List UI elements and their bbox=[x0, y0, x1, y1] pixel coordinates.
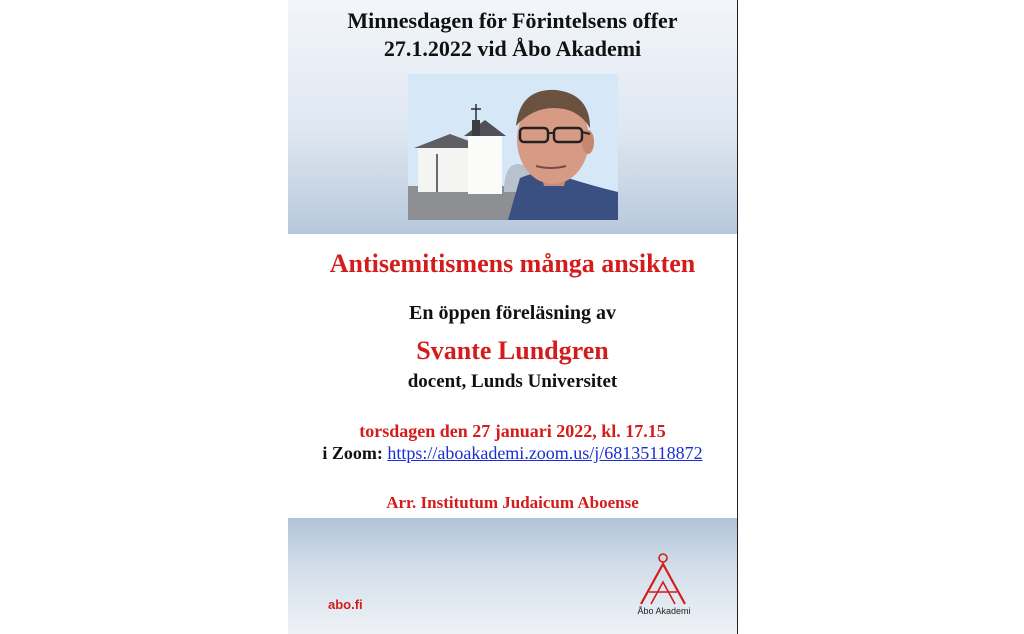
organizer: Arr. Institutum Judaicum Aboense bbox=[386, 493, 639, 512]
event-date-time: torsdagen den 27 januari 2022, kl. 17.15 bbox=[359, 421, 666, 441]
footer-url[interactable]: abo.fi bbox=[328, 597, 363, 612]
zoom-line bbox=[288, 443, 737, 464]
speaker-photo-image bbox=[408, 74, 618, 220]
lecture-intro: En öppen föreläsning av bbox=[409, 302, 616, 324]
zoom-link[interactable]: https://aboakademi.zoom.us/j/68135118872 bbox=[387, 443, 703, 463]
event-title-line2: 27.1.2022 vid Åbo Akademi bbox=[383, 36, 642, 61]
event-title-line1: Minnesdagen för Förintelsens offer bbox=[347, 8, 678, 33]
speaker-title: docent, Lunds Universitet bbox=[407, 371, 618, 392]
logo-text: Åbo Akademi bbox=[637, 606, 691, 616]
speaker-photo bbox=[408, 74, 618, 220]
poster bbox=[288, 0, 738, 634]
lecture-headline: Antisemitismens många ansikten bbox=[329, 249, 696, 278]
speaker-name: Svante Lundgren bbox=[416, 336, 609, 365]
zoom-label: i Zoom: bbox=[322, 443, 388, 463]
